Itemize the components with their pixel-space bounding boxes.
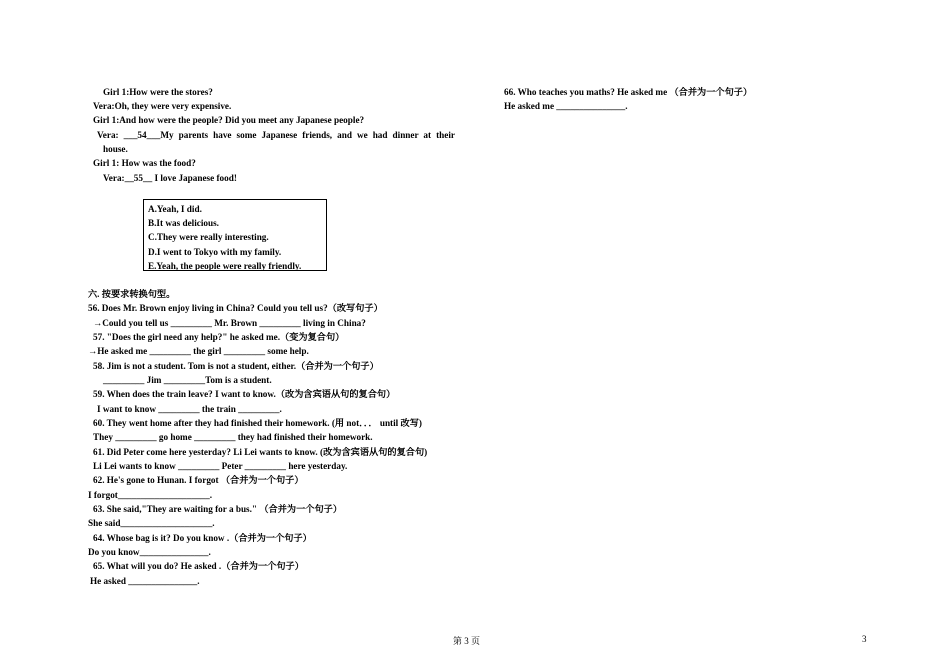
page-label: 第 3 页 bbox=[453, 636, 481, 646]
exercise-line: 63. She said,"They are waiting for a bus." （合并为一个句子） bbox=[93, 504, 343, 514]
dialogue-line: Vera: ___54___My parents have some Japanese friends, and we had dinner at their bbox=[97, 130, 455, 140]
exercise-line: 65. What will you do? He asked .（合并为一个句子） bbox=[93, 561, 304, 571]
exercise-line: I forgot____________________. bbox=[88, 490, 213, 500]
exercise-line: _________ Jim _________Tom is a student. bbox=[103, 375, 272, 385]
exercise-line: →He asked me _________ the girl _________ some help. bbox=[88, 346, 309, 356]
exercise-line: 57. "Does the girl need any help?" he asked me.（变为复合句） bbox=[93, 332, 345, 342]
exercise-line: Do you know_______________. bbox=[88, 547, 211, 557]
dialogue-line: Girl 1:How were the stores? bbox=[103, 87, 213, 97]
dialogue-line: house. bbox=[103, 144, 128, 154]
dialogue-line: Vera:Oh, they were very expensive. bbox=[93, 101, 232, 111]
exercise-line: 56. Does Mr. Brown enjoy living in China? Could you tell us?（改写句子） bbox=[88, 303, 383, 313]
option-d: D.I went to Tokyo with my family. bbox=[148, 246, 282, 257]
exercise-line: 64. Whose bag is it? Do you know .（合并为一个句子） bbox=[93, 533, 312, 543]
page-number: 3 bbox=[862, 634, 867, 644]
dialogue-line: Girl 1: How was the food? bbox=[93, 158, 196, 168]
exercise-line: 59. When does the train leave? I want to know.（改为含宾语从句的复合句） bbox=[93, 389, 396, 399]
option-b: B.It was delicious. bbox=[148, 218, 219, 229]
exercise-line: I want to know _________ the train _________. bbox=[97, 404, 282, 414]
exercise-line: He asked me _______________. bbox=[504, 101, 628, 111]
exercise-line: →Could you tell us _________ Mr. Brown _________ living in China? bbox=[93, 318, 366, 328]
section-title: 六. 按要求转换句型。 bbox=[88, 289, 176, 299]
options-box bbox=[143, 199, 327, 271]
option-c: C.They were really interesting. bbox=[148, 232, 269, 243]
option-a: A.Yeah, I did. bbox=[148, 204, 202, 214]
exercise-line: 60. They went home after they had finished their homework. (用 not．．． until 改写) bbox=[93, 418, 422, 428]
exercise-line: They _________ go home _________ they had finished their homework. bbox=[93, 432, 373, 442]
option-e: E.Yeah, the people were really friendly. bbox=[148, 260, 302, 271]
exercise-line: 66. Who teaches you maths? He asked me （合并为一个句子） bbox=[504, 87, 753, 97]
exercise-line: She said____________________. bbox=[88, 518, 215, 528]
exercise-line: 62. He's gone to Hunan. I forgot （合并为一个句子） bbox=[93, 475, 304, 485]
exercise-line: Li Lei wants to know _________ Peter _________ here yesterday. bbox=[93, 461, 348, 471]
dialogue-line: Girl 1:And how were the people? Did you meet any Japanese people? bbox=[93, 115, 365, 125]
exercise-line: He asked _______________. bbox=[90, 576, 200, 586]
dialogue-line: Vera:__55__ I love Japanese food! bbox=[103, 173, 237, 183]
exercise-line: 61. Did Peter come here yesterday? Li Lei wants to know. (改为含宾语从句的复合句) bbox=[93, 447, 428, 457]
exercise-line: 58. Jim is not a student. Tom is not a student, either.（合并为一个句子） bbox=[93, 361, 379, 371]
